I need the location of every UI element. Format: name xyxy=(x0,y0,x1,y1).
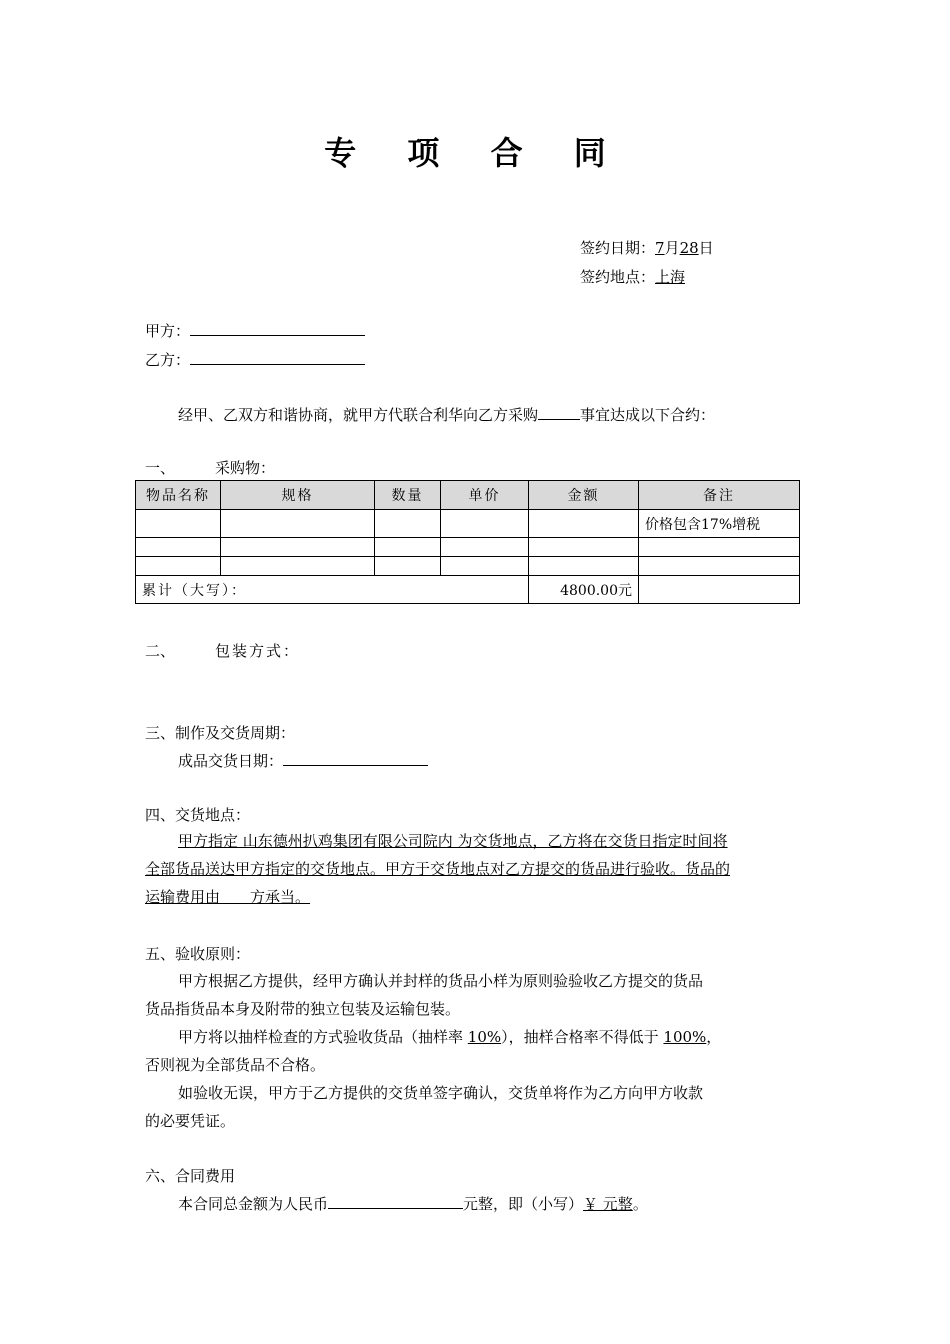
purchase-item-field[interactable] xyxy=(538,404,580,420)
table-cell[interactable] xyxy=(529,538,639,557)
table-cell[interactable] xyxy=(441,510,529,538)
table-cell[interactable] xyxy=(136,538,221,557)
day-unit: 日 xyxy=(698,239,714,257)
delivery-date xyxy=(178,750,428,771)
header-quantity: 数量 xyxy=(375,481,441,510)
table-cell[interactable] xyxy=(441,538,529,557)
table-row xyxy=(136,538,800,557)
section-5-p3-line-1: 如验收无误，甲方于乙方提供的交货单签字确认，交货单将作为乙方向甲方收款 xyxy=(178,1084,704,1102)
section-4-heading: 四、交货地点： xyxy=(145,806,251,824)
section-5-heading: 五、验收原则： xyxy=(145,945,251,963)
amount-text-d: 。 xyxy=(632,1195,648,1213)
table-cell[interactable] xyxy=(529,510,639,538)
sign-place xyxy=(580,266,685,287)
table-cell[interactable] xyxy=(441,557,529,576)
amount-text-b: 元整，即（小写） xyxy=(463,1195,584,1213)
party-a-field[interactable] xyxy=(190,320,365,336)
intro-after: 事宜达成以下合约： xyxy=(580,406,716,424)
section-1-heading xyxy=(145,457,275,478)
section-3-heading: 三、制作及交货周期： xyxy=(145,724,296,742)
table-cell[interactable] xyxy=(221,538,375,557)
amount-text-a: 本合同总金额为人民币 xyxy=(178,1195,329,1213)
delivery-date-label: 成品交货日期： xyxy=(178,752,284,770)
party-b xyxy=(145,349,365,370)
party-a xyxy=(145,320,365,341)
header-spec: 规格 xyxy=(221,481,375,510)
section-2-heading xyxy=(145,640,300,661)
table-cell[interactable] xyxy=(639,538,800,557)
table-cell[interactable] xyxy=(529,557,639,576)
total-label: 累计（大写）： xyxy=(136,576,529,604)
section-5-p3-line-2: 的必要凭证。 xyxy=(145,1112,236,1130)
table-cell[interactable] xyxy=(221,510,375,538)
purchase-table xyxy=(135,480,800,604)
contract-amount xyxy=(178,1193,648,1214)
table-cell[interactable] xyxy=(375,557,441,576)
section-5-p2-line-1 xyxy=(178,1026,721,1047)
section-5-p1-line-2: 货品指货品本身及附带的独立包装及运输包装。 xyxy=(145,1000,461,1018)
table-cell[interactable] xyxy=(375,538,441,557)
header-unit-price: 单价 xyxy=(441,481,529,510)
sign-date-label: 签约日期： xyxy=(580,239,656,257)
month-unit: 月 xyxy=(664,239,680,257)
table-row xyxy=(136,510,800,538)
section-5-p2-line-2: 否则视为全部货品不合格。 xyxy=(145,1056,326,1074)
section-1-title: 采购物： xyxy=(215,459,276,477)
sampling-rate[interactable]: 10% xyxy=(467,1028,502,1046)
party-a-label: 甲方： xyxy=(145,322,191,340)
delivery-date-field[interactable] xyxy=(283,750,428,766)
table-total-row xyxy=(136,576,800,604)
table-header-row xyxy=(136,481,800,510)
table-cell[interactable] xyxy=(639,557,800,576)
sign-place-label: 签约地点： xyxy=(580,268,656,286)
section-4-line-3: 运输费用由 方承当。 xyxy=(145,888,311,906)
table-cell-note[interactable]: 价格包含17%增税 xyxy=(639,510,800,538)
section-4-line-2: 全部货品送达甲方指定的交货地点。甲方于交货地点对乙方提交的货品进行验收。货品的 xyxy=(145,860,731,878)
sign-day[interactable]: 28 xyxy=(679,239,699,257)
sign-date xyxy=(580,237,714,258)
intro-before: 经甲、乙双方和谐协商，就甲方代联合利华向乙方采购 xyxy=(178,406,539,424)
pass-rate[interactable]: 100% xyxy=(663,1028,707,1046)
header-amount: 金额 xyxy=(529,481,639,510)
section-5-p1-line-1: 甲方根据乙方提供，经甲方确认并封样的货品小样为原则验验收乙方提交的货品 xyxy=(178,972,704,990)
amount-uppercase-field[interactable] xyxy=(328,1193,463,1209)
section-2-num: 二、 xyxy=(145,642,176,660)
table-cell[interactable] xyxy=(136,557,221,576)
section-6-heading: 六、合同费用 xyxy=(145,1167,236,1185)
table-cell[interactable] xyxy=(375,510,441,538)
table-row xyxy=(136,557,800,576)
sampling-text-a: 甲方将以抽样检查的方式验收货品（抽样率 xyxy=(178,1028,468,1046)
sampling-text-b: ），抽样合格率不得低于 xyxy=(501,1028,664,1046)
sign-place-value[interactable]: 上海 xyxy=(655,268,686,286)
total-amount[interactable]: 4800.00元 xyxy=(529,576,639,604)
intro-paragraph xyxy=(178,404,715,425)
sign-month[interactable]: 7 xyxy=(655,239,665,257)
document-title: 专 项 合 同 xyxy=(324,134,626,172)
section-1-num: 一、 xyxy=(145,459,176,477)
header-note: 备注 xyxy=(639,481,800,510)
sampling-text-c: ， xyxy=(706,1028,722,1046)
party-b-label: 乙方： xyxy=(145,351,191,369)
table-cell[interactable] xyxy=(639,576,800,604)
amount-lowercase-field[interactable]: ￥ 元整 xyxy=(583,1195,633,1213)
table-cell[interactable] xyxy=(136,510,221,538)
party-b-field[interactable] xyxy=(190,349,365,365)
section-2-title: 包装方式： xyxy=(215,642,301,660)
header-item-name: 物品名称 xyxy=(136,481,221,510)
section-4-line-1: 甲方指定 山东德州扒鸡集团有限公司院内 为交货地点，乙方将在交货日指定时间将 xyxy=(178,832,728,850)
table-cell[interactable] xyxy=(221,557,375,576)
